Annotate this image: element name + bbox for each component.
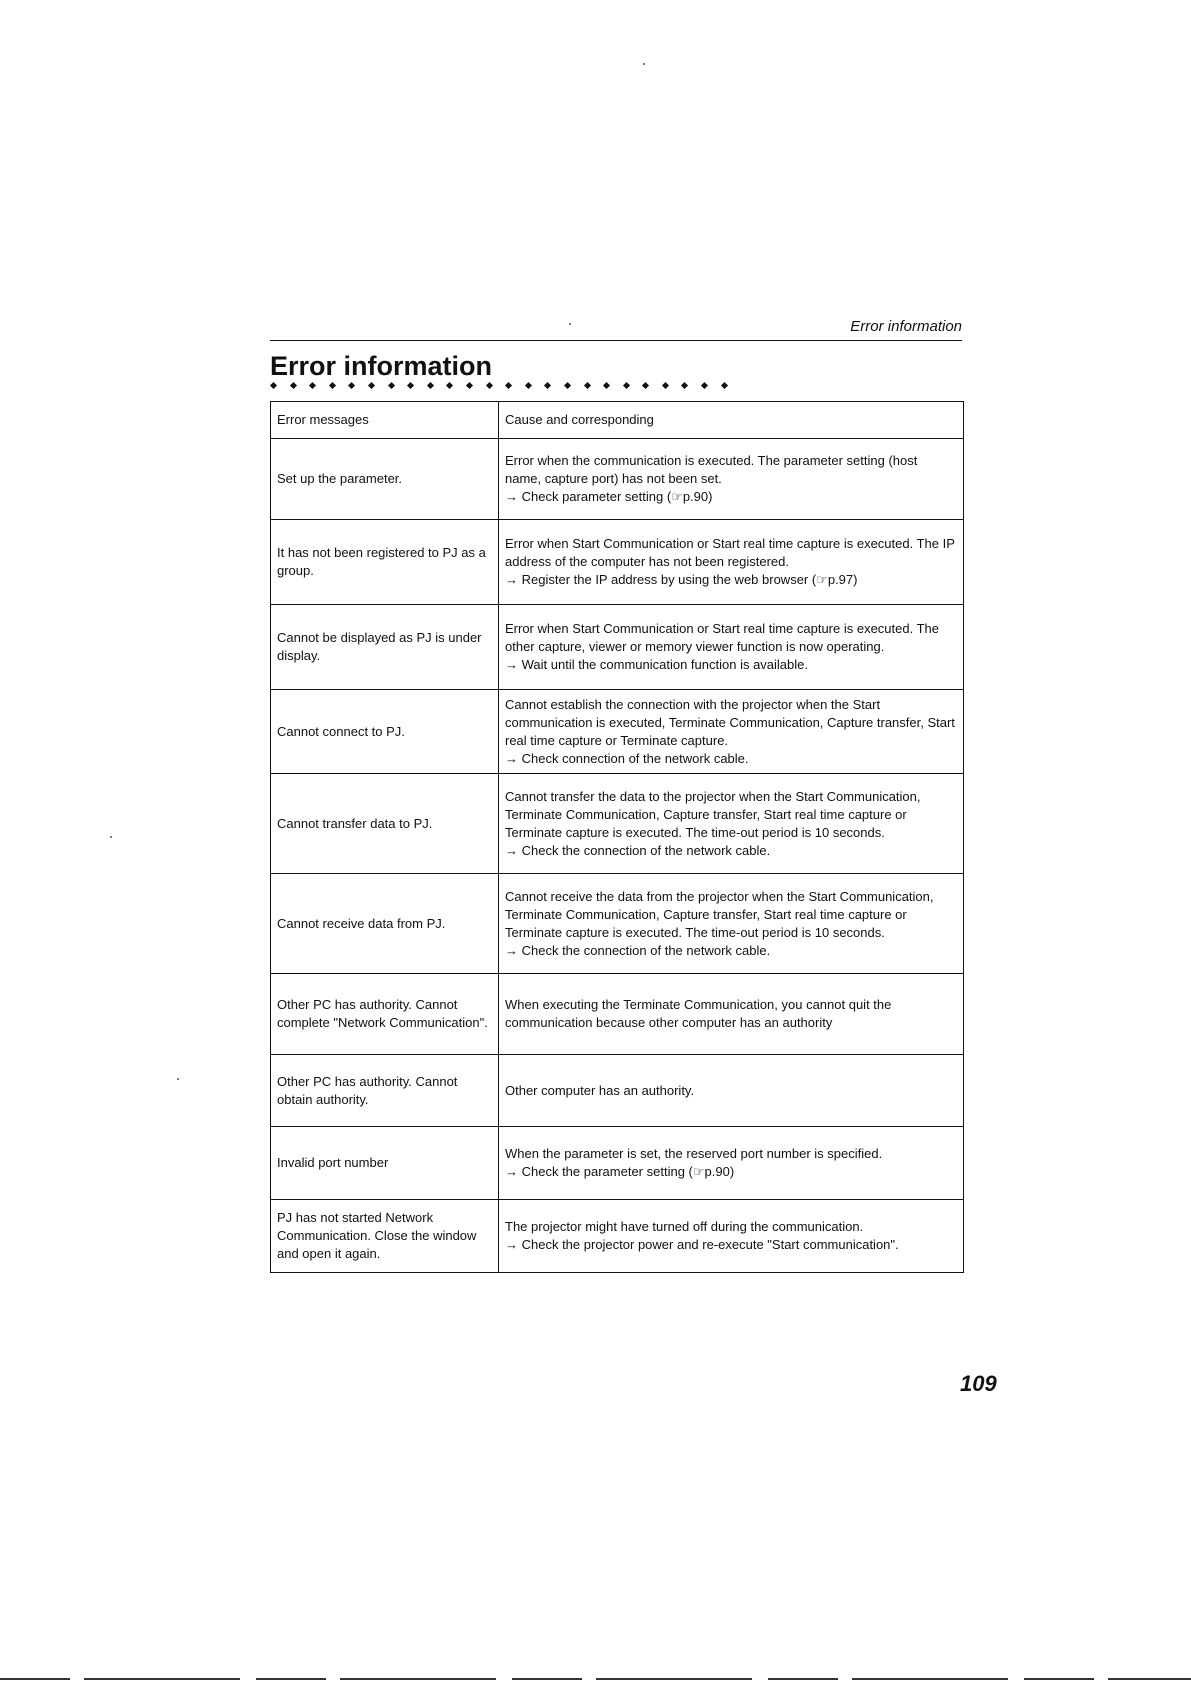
cause-text: When executing the Terminate Communication, you cannot quit the communication because other computer has an authority [505, 997, 892, 1030]
divider-dot [329, 381, 336, 388]
scan-edge-line [0, 1678, 1191, 1680]
cause-text: Cannot transfer the data to the projector when the Start Communication, Terminate Communication, Capture transfer, Start real time capture or Terminate capture is executed. The time-out period is 10 seconds. [505, 788, 921, 840]
divider-dot [701, 381, 708, 388]
divider-dot [642, 381, 649, 388]
divider-dot [466, 381, 473, 388]
divider-dot [388, 381, 395, 388]
cause-action: → Register the IP address by using the web browser (☞p.97) [505, 572, 858, 587]
divider-dot [270, 381, 277, 388]
cause-cell [499, 1200, 964, 1273]
error-message: PJ has not started Network Communication. Close the window and open it again. [271, 1200, 499, 1273]
scan-speck [177, 1078, 179, 1080]
divider-dot [348, 381, 355, 388]
table-row [271, 774, 964, 874]
cause-cell [499, 520, 964, 605]
divider-dot [446, 381, 453, 388]
cause-cell [499, 1055, 964, 1127]
cause-text: Other computer has an authority. [505, 1082, 695, 1098]
error-message: Other PC has authority. Cannot complete "Network Communication". [271, 974, 499, 1055]
table-row [271, 605, 964, 690]
cause-cell [499, 439, 964, 520]
divider-dot [544, 381, 551, 388]
divider-dot [681, 381, 688, 388]
cause-cell [499, 874, 964, 974]
divider-dot [290, 381, 297, 388]
error-message: It has not been registered to PJ as a group. [271, 520, 499, 605]
error-message: Cannot transfer data to PJ. [271, 774, 499, 874]
header-rule [270, 340, 962, 341]
cause-cell [499, 605, 964, 690]
table-row [271, 974, 964, 1055]
scan-speck [643, 63, 645, 65]
table-row [271, 1200, 964, 1273]
cause-text: Error when Start Communication or Start real time capture is executed. The IP address of the computer has not been registered. [505, 536, 955, 569]
table-row [271, 874, 964, 974]
error-message: Cannot connect to PJ. [271, 690, 499, 774]
divider-dot [427, 381, 434, 388]
divider-dot [721, 381, 728, 388]
header-cause: Cause and corresponding [499, 402, 964, 439]
page-number: 109 [960, 1371, 997, 1396]
table-header-row [271, 402, 964, 439]
cause-action: → Check the parameter setting (☞p.90) [505, 1164, 735, 1179]
table-row [271, 1055, 964, 1127]
scan-speck [569, 323, 571, 325]
cause-text: Error when Start Communication or Start real time capture is executed. The other capture, viewer or memory viewer function is now operating. [505, 621, 940, 654]
cause-action: → Check the connection of the network cable. [505, 842, 771, 858]
table-row [271, 520, 964, 605]
error-message: Set up the parameter. [271, 439, 499, 520]
cause-cell [499, 690, 964, 774]
cause-cell [499, 974, 964, 1055]
table-row [271, 690, 964, 774]
cause-cell [499, 774, 964, 874]
divider-dot [623, 381, 630, 388]
divider-dot [583, 381, 590, 388]
error-message: Cannot receive data from PJ. [271, 874, 499, 974]
cause-action: → Wait until the communication function is available. [505, 657, 808, 672]
table-row [271, 439, 964, 520]
header-error-messages: Error messages [271, 402, 499, 439]
cause-action: → Check parameter setting (☞p.90) [505, 489, 713, 504]
cause-action: → Check the projector power and re-execute "Start communication". [505, 1237, 899, 1252]
cause-text: Cannot establish the connection with the projector when the Start communication is executed, Terminate Communication, Capture transfer, Start real time capture or Terminate capture. [505, 696, 955, 748]
divider-dot [505, 381, 512, 388]
error-message: Cannot be displayed as PJ is under display. [271, 605, 499, 690]
cause-text: The projector might have turned off during the communication. [505, 1219, 864, 1234]
scan-speck [110, 836, 112, 838]
divider-dot [485, 381, 492, 388]
divider-dot [603, 381, 610, 388]
error-table [270, 401, 964, 1273]
divider-dot [662, 381, 669, 388]
divider-dot [309, 381, 316, 388]
table-row [271, 1127, 964, 1200]
cause-text: Error when the communication is executed. The parameter setting (host name, capture port) has not been set. [505, 453, 918, 486]
title-dot-divider [271, 380, 727, 390]
section-title: Error information [270, 351, 493, 381]
cause-text: Cannot receive the data from the projector when the Start Communication, Terminate Communication, Capture transfer, Start real time capture or Terminate capture is executed. The time-out period is 10 seconds. [505, 888, 934, 940]
divider-dot [407, 381, 414, 388]
running-header: Error information [850, 318, 962, 335]
cause-action: → Check the connection of the network cable. [505, 942, 771, 958]
divider-dot [564, 381, 571, 388]
divider-dot [525, 381, 532, 388]
divider-dot [368, 381, 375, 388]
cause-action: → Check connection of the network cable. [505, 750, 749, 766]
cause-text: When the parameter is set, the reserved port number is specified. [505, 1146, 883, 1161]
cause-cell [499, 1127, 964, 1200]
error-message: Invalid port number [271, 1127, 499, 1200]
error-message: Other PC has authority. Cannot obtain authority. [271, 1055, 499, 1127]
